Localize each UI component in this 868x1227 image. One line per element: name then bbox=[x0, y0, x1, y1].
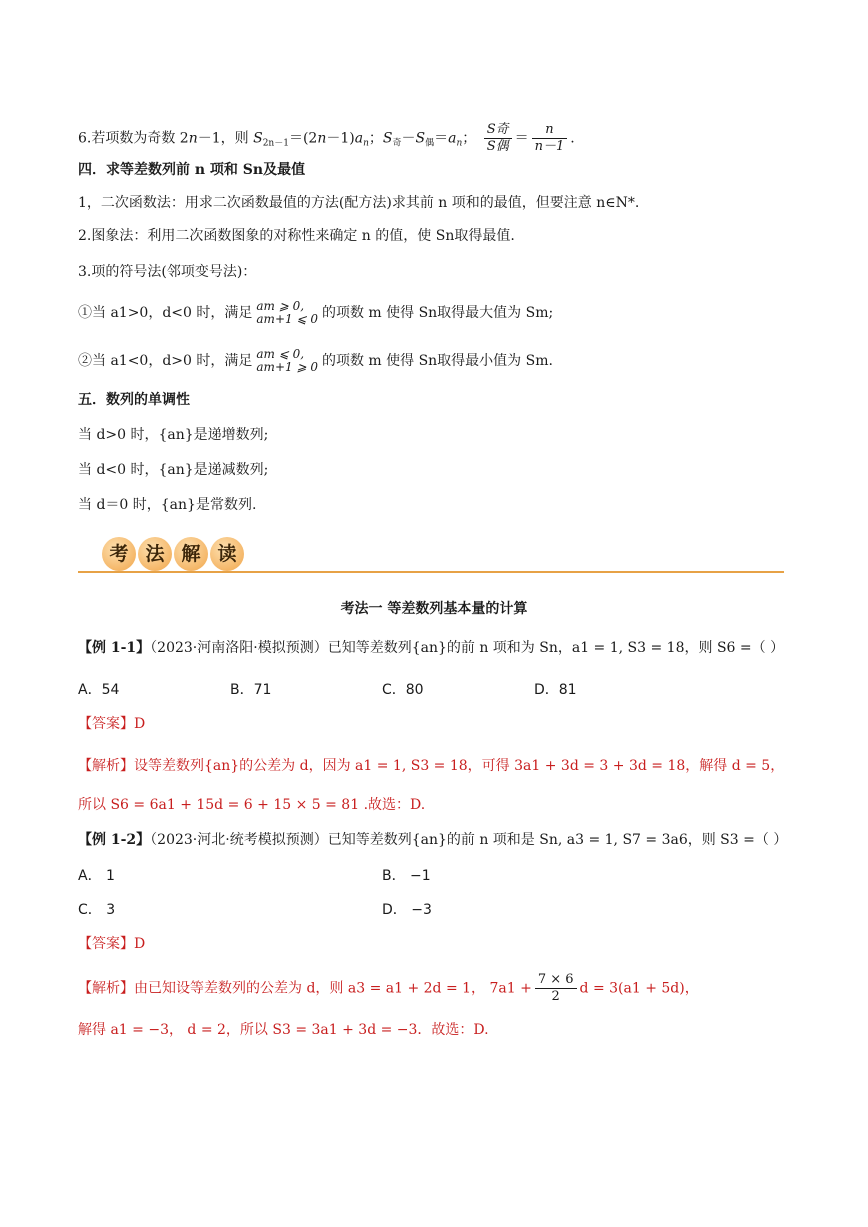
analysis-label: 【解析】 bbox=[78, 758, 134, 774]
option-d: D． −3 bbox=[382, 902, 432, 918]
banner-char: 法 bbox=[138, 537, 172, 571]
banner-char: 读 bbox=[210, 537, 244, 571]
option-d: D．81 bbox=[534, 682, 577, 698]
banner-char: 解 bbox=[174, 537, 208, 571]
section-5-line-2: 当 d<0 时，{an}是递减数列; bbox=[78, 462, 269, 478]
section-5-title: 五．数列的单调性 bbox=[78, 392, 190, 408]
example-1-1-analysis bbox=[78, 756, 784, 776]
subscript: n bbox=[456, 138, 463, 149]
answer-value: D bbox=[134, 716, 146, 732]
text: －1) bbox=[326, 130, 355, 147]
subscript: n bbox=[363, 138, 369, 149]
math-var: a bbox=[448, 130, 457, 147]
math-var: n bbox=[188, 130, 198, 147]
example-label: 【例 1-2】 bbox=[78, 832, 151, 848]
analysis-text: 设等差数列{an}的公差为 d，因为 a1 = 1, S3 = 18，可得 3a1 + 3d = 3 + 3d = 18，解得 d = 5， bbox=[134, 758, 785, 774]
option-b: B．71 bbox=[230, 682, 272, 698]
answer-value: D bbox=[134, 936, 146, 952]
example-1-1-question bbox=[78, 638, 784, 658]
text: 的项数 m 使得 Sn取得最小值为 Sm. bbox=[321, 353, 553, 369]
answer-label: 【答案】 bbox=[78, 936, 134, 952]
answer-label: 【答案】 bbox=[78, 716, 134, 732]
text: ②当 a1<0，d>0 时，满足 bbox=[78, 353, 253, 369]
subscript: 2n－1 bbox=[262, 138, 289, 149]
text: 6.若项数为奇数 2 bbox=[78, 130, 189, 147]
math-var: a bbox=[354, 130, 364, 147]
section-banner bbox=[78, 535, 784, 575]
section-4-line-3: 3.项的符号法(邻项变号法)： bbox=[78, 264, 257, 280]
fraction: $\frac{\text{S奇}}{\text{S偶}}$ bbox=[484, 122, 512, 155]
math-var: S bbox=[382, 130, 393, 147]
analysis-text: 由已知设等差数列的公差为 d，则 a3 = a1 + 2d = 1， 7a1 + bbox=[134, 980, 532, 997]
subscript: 奇 bbox=[392, 138, 402, 149]
text: ＝ bbox=[514, 130, 529, 147]
math-var: n bbox=[317, 130, 327, 147]
example-1-2-answer bbox=[78, 934, 145, 954]
question-text: （2023·河北·统考模拟预测）已知等差数列{an}的前 n 项和是 Sn, a3 = 1, S7 = 3a6，则 S3 =（ ） bbox=[150, 832, 788, 848]
banner-rule bbox=[78, 571, 784, 573]
option-c: C．80 bbox=[382, 682, 424, 698]
method-title: 考法一 等差数列基本量的计算 bbox=[340, 601, 528, 617]
section-5-line-1: 当 d>0 时，{an}是递增数列; bbox=[78, 427, 269, 443]
example-1-2-analysis-2: 解得 a1 = −3， d = 2，所以 S3 = 3a1 + 3d = −3．故选：D. bbox=[78, 1022, 489, 1038]
option-a: A．54 bbox=[78, 682, 120, 698]
section-4-title: 四．求等差数列前 n 项和 Sn及最值 bbox=[78, 162, 306, 178]
fraction: $\frac{7 \times 6}{2}$ bbox=[535, 972, 577, 1005]
text: ； bbox=[368, 130, 383, 147]
example-1-1-answer bbox=[78, 714, 145, 734]
option-b: B． −1 bbox=[382, 868, 431, 884]
math-var: S bbox=[415, 130, 426, 147]
text: ①当 a1>0，d<0 时，满足 bbox=[78, 305, 253, 321]
text: ＝(2 bbox=[288, 130, 318, 147]
subscript: 偶 bbox=[425, 138, 435, 149]
question-text: （2023·河南洛阳·模拟预测）已知等差数列{an}的前 n 项和为 Sn，a1 = 1, S3 = 18，则 S6 =（ ） bbox=[150, 640, 785, 656]
text: . bbox=[570, 130, 575, 147]
section-5-line-3: 当 d＝0 时，{an}是常数列. bbox=[78, 497, 257, 513]
example-1-2-question bbox=[78, 830, 787, 850]
property-6-line bbox=[78, 122, 575, 155]
section-4-line-5 bbox=[78, 348, 553, 374]
section-4-line-1: 1，二次函数法：用求二次函数最值的方法(配方法)求其前 n 项和的最值，但要注意 n∈N*. bbox=[78, 195, 640, 211]
example-1-1-analysis-2: 所以 S6 = 6a1 + 15d = 6 + 15 × 5 = 81 .故选：D. bbox=[78, 797, 426, 813]
section-4-line-4 bbox=[78, 300, 553, 326]
analysis-label: 【解析】 bbox=[78, 980, 134, 997]
text: － bbox=[401, 130, 416, 147]
option-c: C． 3 bbox=[78, 902, 116, 918]
text: ＝ bbox=[434, 130, 449, 147]
text: ； bbox=[462, 130, 477, 147]
analysis-text: d = 3(a1 + 5d)， bbox=[579, 980, 699, 997]
option-a: A． 1 bbox=[78, 868, 115, 884]
section-4-line-2: 2.图象法：利用二次函数图象的对称性来确定 n 的值，使 Sn取得最值. bbox=[78, 228, 515, 244]
fraction: $\frac{n}{n-1}$ bbox=[532, 122, 568, 155]
math-var: S bbox=[253, 130, 263, 147]
text: 的项数 m 使得 Sn取得最大值为 Sm; bbox=[321, 305, 554, 321]
piecewise-brace: am ⩾ 0, am+1 ⩽ 0 bbox=[256, 299, 318, 326]
text: －1，则 bbox=[197, 130, 254, 147]
piecewise-brace: am ⩽ 0, am+1 ⩾ 0 bbox=[256, 347, 318, 374]
example-1-2-analysis bbox=[78, 972, 699, 1005]
banner-char: 考 bbox=[102, 537, 136, 571]
example-label: 【例 1-1】 bbox=[78, 640, 151, 656]
